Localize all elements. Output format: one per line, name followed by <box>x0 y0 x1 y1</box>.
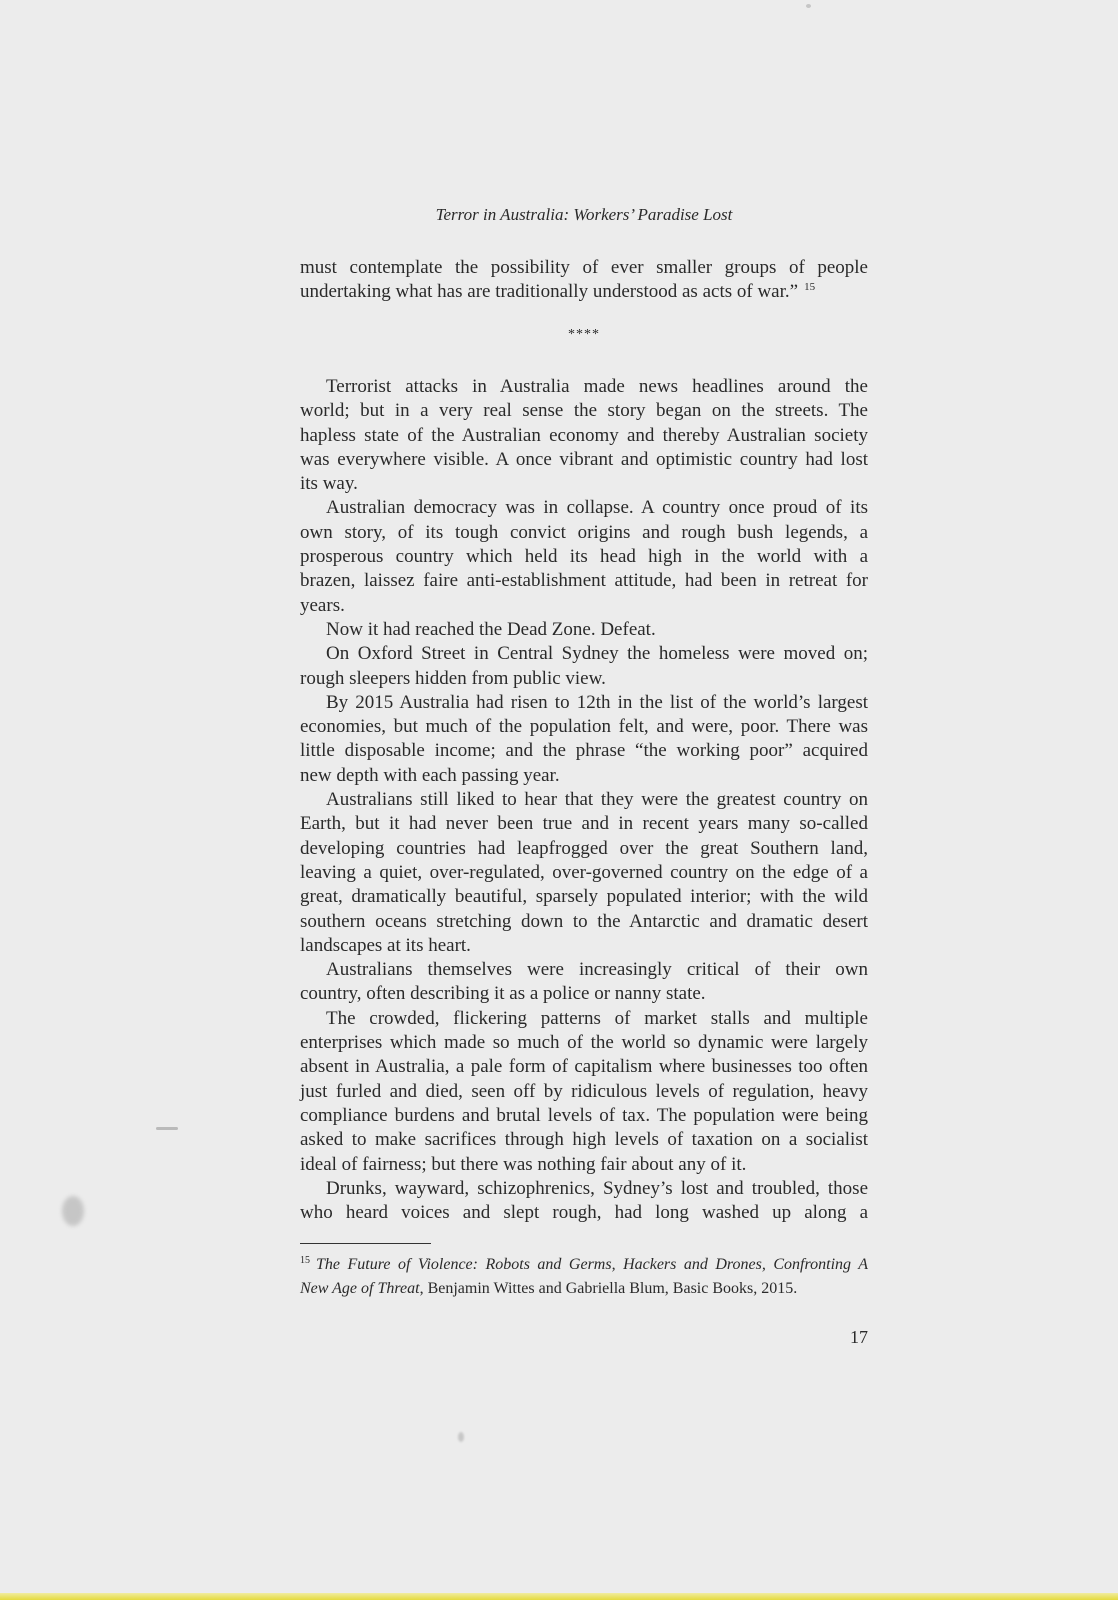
text-line: On Oxford Street in Central Sydney the homeless were moved on; <box>326 643 868 665</box>
page-number: 17 <box>850 1327 868 1347</box>
text-line: new depth with each passing year. <box>300 764 560 786</box>
text-line: Drunks, wayward, schizophrenics, Sydney’s lost and troubled, those <box>326 1177 868 1199</box>
text-line-with-footnote-ref <box>300 280 868 304</box>
paragraph <box>300 958 868 1007</box>
running-head: Terror in Australia: Workers’ Paradise Lost <box>435 205 733 224</box>
text-line: By 2015 Australia had risen to 12th in the list of the world’s largest <box>326 691 868 713</box>
scan-speck <box>458 1432 464 1442</box>
text-line: Terrorist attacks in Australia made news headlines around the <box>326 376 868 397</box>
text-line: rough sleepers hidden from public view. <box>300 667 606 689</box>
text-line: asked to make sacrifices through high levels of taxation on a socialist <box>300 1129 868 1151</box>
footnote <box>300 1253 868 1300</box>
footnote-title: The Future of Violence: Robots and Germs, Hackers and Drones, Confronting A <box>316 1256 868 1273</box>
text-line: who heard voices and slept rough, had long washed up along a <box>300 1202 868 1224</box>
scan-speck <box>62 1196 84 1226</box>
text-line: hapless state of the Australian economy and thereby Australian society <box>300 424 868 446</box>
paragraph <box>300 618 868 642</box>
text-line: economies, but much of the population felt, and were, poor. There was <box>300 716 868 738</box>
section-break: **** <box>568 327 600 342</box>
text-line: own story, of its tough convict origins and rough bush legends, a <box>300 521 868 543</box>
footnote-line <box>300 1277 868 1301</box>
text-line: The crowded, flickering patterns of market stalls and multiple <box>326 1007 868 1029</box>
text-line: enterprises which made so much of the world so dynamic were largely <box>300 1032 868 1054</box>
text-line: leaving a quiet, over-regulated, over-governed country on the edge of a <box>300 861 868 883</box>
text-line: southern oceans stretching down to the Antarctic and dramatic desert <box>300 910 868 932</box>
footnote-title: New Age of Threat <box>300 1279 420 1297</box>
text-line: Australians themselves were increasingly critical of their own <box>326 959 868 981</box>
body-text <box>300 375 868 1225</box>
text-line: its way. <box>300 473 358 495</box>
paragraph <box>300 1177 868 1226</box>
text-line: ideal of fairness; but there was nothing fair about any of it. <box>300 1153 747 1175</box>
text-line: undertaking what has are traditionally understood as acts of war.” <box>300 281 799 303</box>
paragraph <box>300 1007 868 1177</box>
text-line: Australian democracy was in collapse. A country once proud of its <box>326 497 868 519</box>
text-line: brazen, laissez faire anti-establishment attitude, had been in retreat for <box>300 570 868 592</box>
text-line: years. <box>300 594 345 616</box>
text-line: little disposable income; and the phrase “the working poor” acquired <box>300 740 868 762</box>
paragraph <box>300 642 868 691</box>
paragraph <box>300 788 868 958</box>
footnote-line <box>300 1253 868 1277</box>
text-line: Australians still liked to hear that they were the greatest country on <box>326 789 868 811</box>
scan-speck <box>806 4 811 8</box>
text-line: was everywhere visible. A once vibrant and optimistic country had lost <box>300 448 868 470</box>
paragraph <box>300 375 868 496</box>
paragraph <box>300 691 868 788</box>
text-line: country, often describing it as a police or nanny state. <box>300 983 706 1005</box>
footnote-reference: 15 <box>804 281 816 294</box>
text-line: compliance burdens and brutal levels of tax. The population were being <box>300 1104 868 1126</box>
text-line: Earth, but it had never been true and in recent years many so-called <box>300 813 868 835</box>
text-line: Now it had reached the Dead Zone. Defeat. <box>326 618 656 640</box>
footnote-marker: 15 <box>300 1255 310 1266</box>
text-line: just furled and died, seen off by ridiculous levels of regulation, heavy <box>300 1080 868 1102</box>
text-line: great, dramatically beautiful, sparsely populated interior; with the wild <box>300 886 868 908</box>
text-line: must contemplate the possibility of ever smaller groups of people <box>300 257 868 278</box>
quote-continuation <box>300 256 868 305</box>
paragraph <box>300 496 868 617</box>
scan-edge-strip <box>0 1593 1118 1600</box>
footnote-rule <box>300 1243 431 1244</box>
text-line: developing countries had leapfrogged over the great Southern land, <box>300 837 868 859</box>
footnote-citation: , Benjamin Wittes and Gabriella Blum, Basic Books, 2015. <box>419 1279 798 1297</box>
text-line: prosperous country which held its head high in the world with a <box>300 546 868 568</box>
text-line: world; but in a very real sense the story began on the streets. The <box>300 400 868 422</box>
text-line: absent in Australia, a pale form of capitalism where businesses too often <box>300 1056 868 1078</box>
scan-speck <box>156 1127 178 1130</box>
text-line: landscapes at its heart. <box>300 934 471 956</box>
